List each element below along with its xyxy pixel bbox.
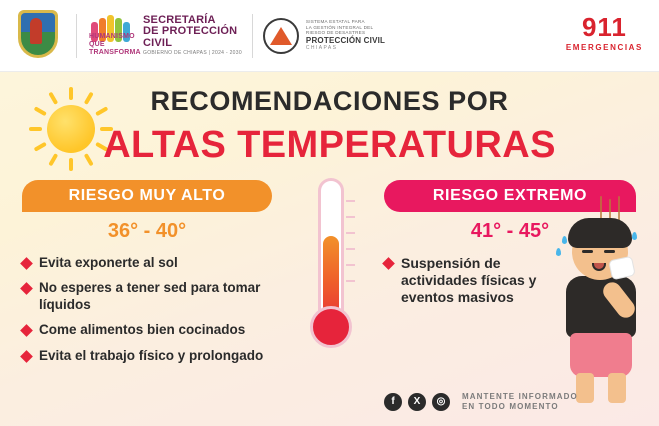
temperature-range-extreme: 41° - 45° — [470, 220, 550, 242]
sistema-line3: RIESGO DE DESASTRES — [305, 30, 366, 36]
diamond-bullet-icon — [20, 350, 33, 363]
emergency-number-block — [566, 14, 643, 52]
emergency-number: 911 — [581, 12, 627, 42]
sweating-person-illustration — [552, 218, 652, 408]
sp-line1: SECRETARÍA — [143, 14, 216, 27]
sp-line4: GOBIERNO DE CHIAPAS | 2024 - 2030 — [143, 49, 242, 56]
hands-icon — [89, 18, 141, 57]
thermometer-icon — [300, 178, 362, 376]
divider — [76, 14, 77, 58]
divider — [252, 14, 253, 58]
header-bar — [0, 0, 659, 72]
recommendations-list-high — [22, 255, 292, 373]
list-item-label: Evita el trabajo físico y prolongado — [39, 347, 264, 363]
sistema-line2: LA GESTIÓN INTEGRAL DEL — [305, 24, 374, 30]
civil-protection-triangle-icon — [263, 18, 299, 54]
risk-banner-high: RIESGO MUY ALTO — [22, 180, 272, 212]
sistema-line4: PROTECCIÓN CIVIL — [305, 36, 386, 46]
temperature-range-high: 36° - 40° — [107, 220, 187, 242]
list-item — [384, 255, 569, 306]
list-item — [22, 322, 292, 338]
humanismo-text: HUMANISMO QUE TRANSFORMA — [89, 33, 141, 57]
x-twitter-icon[interactable]: X — [408, 393, 426, 411]
sp-line3: CIVIL — [143, 36, 173, 49]
footer-line2: EN TODO MOMENTO — [462, 401, 559, 411]
page-title-line2: ALTAS TEMPERATURAS — [103, 124, 556, 166]
list-item-label: No esperes a tener sed para tomar líquidos — [39, 280, 261, 312]
sistema-line1: SISTEMA ESTATAL PARA — [305, 19, 365, 25]
list-item-label: Suspensión de actividades físicas y eventos masivos — [401, 255, 537, 306]
chiapas-seal-icon — [18, 10, 64, 62]
instagram-icon[interactable]: ◎ — [432, 393, 450, 411]
footer-text — [462, 392, 578, 411]
diamond-bullet-icon — [382, 257, 395, 270]
page-title-line1: RECOMENDACIONES POR — [150, 86, 509, 116]
facebook-icon[interactable]: f — [384, 393, 402, 411]
risk-banner-extreme: RIESGO EXTREMO — [384, 180, 636, 212]
list-item — [22, 280, 292, 313]
proteccion-civil-logo — [89, 15, 242, 56]
sp-line2: DE PROTECCIÓN — [143, 25, 238, 38]
list-item — [22, 348, 292, 364]
list-item-label: Come alimentos bien cocinados — [39, 322, 246, 338]
emergency-label: EMERGENCIAS — [565, 43, 643, 52]
diamond-bullet-icon — [20, 325, 33, 338]
diamond-bullet-icon — [20, 257, 33, 270]
list-item-label: Evita exponerte al sol — [39, 255, 178, 270]
sistema-line5: CHIAPAS — [305, 44, 338, 51]
diamond-bullet-icon — [20, 283, 33, 296]
recommendations-list-extreme — [384, 255, 569, 315]
footer-line1: MANTENTE INFORMADO — [462, 392, 578, 401]
sistema-estatal-logo — [263, 18, 385, 54]
list-item — [22, 255, 292, 271]
footer-social-block — [384, 392, 578, 411]
